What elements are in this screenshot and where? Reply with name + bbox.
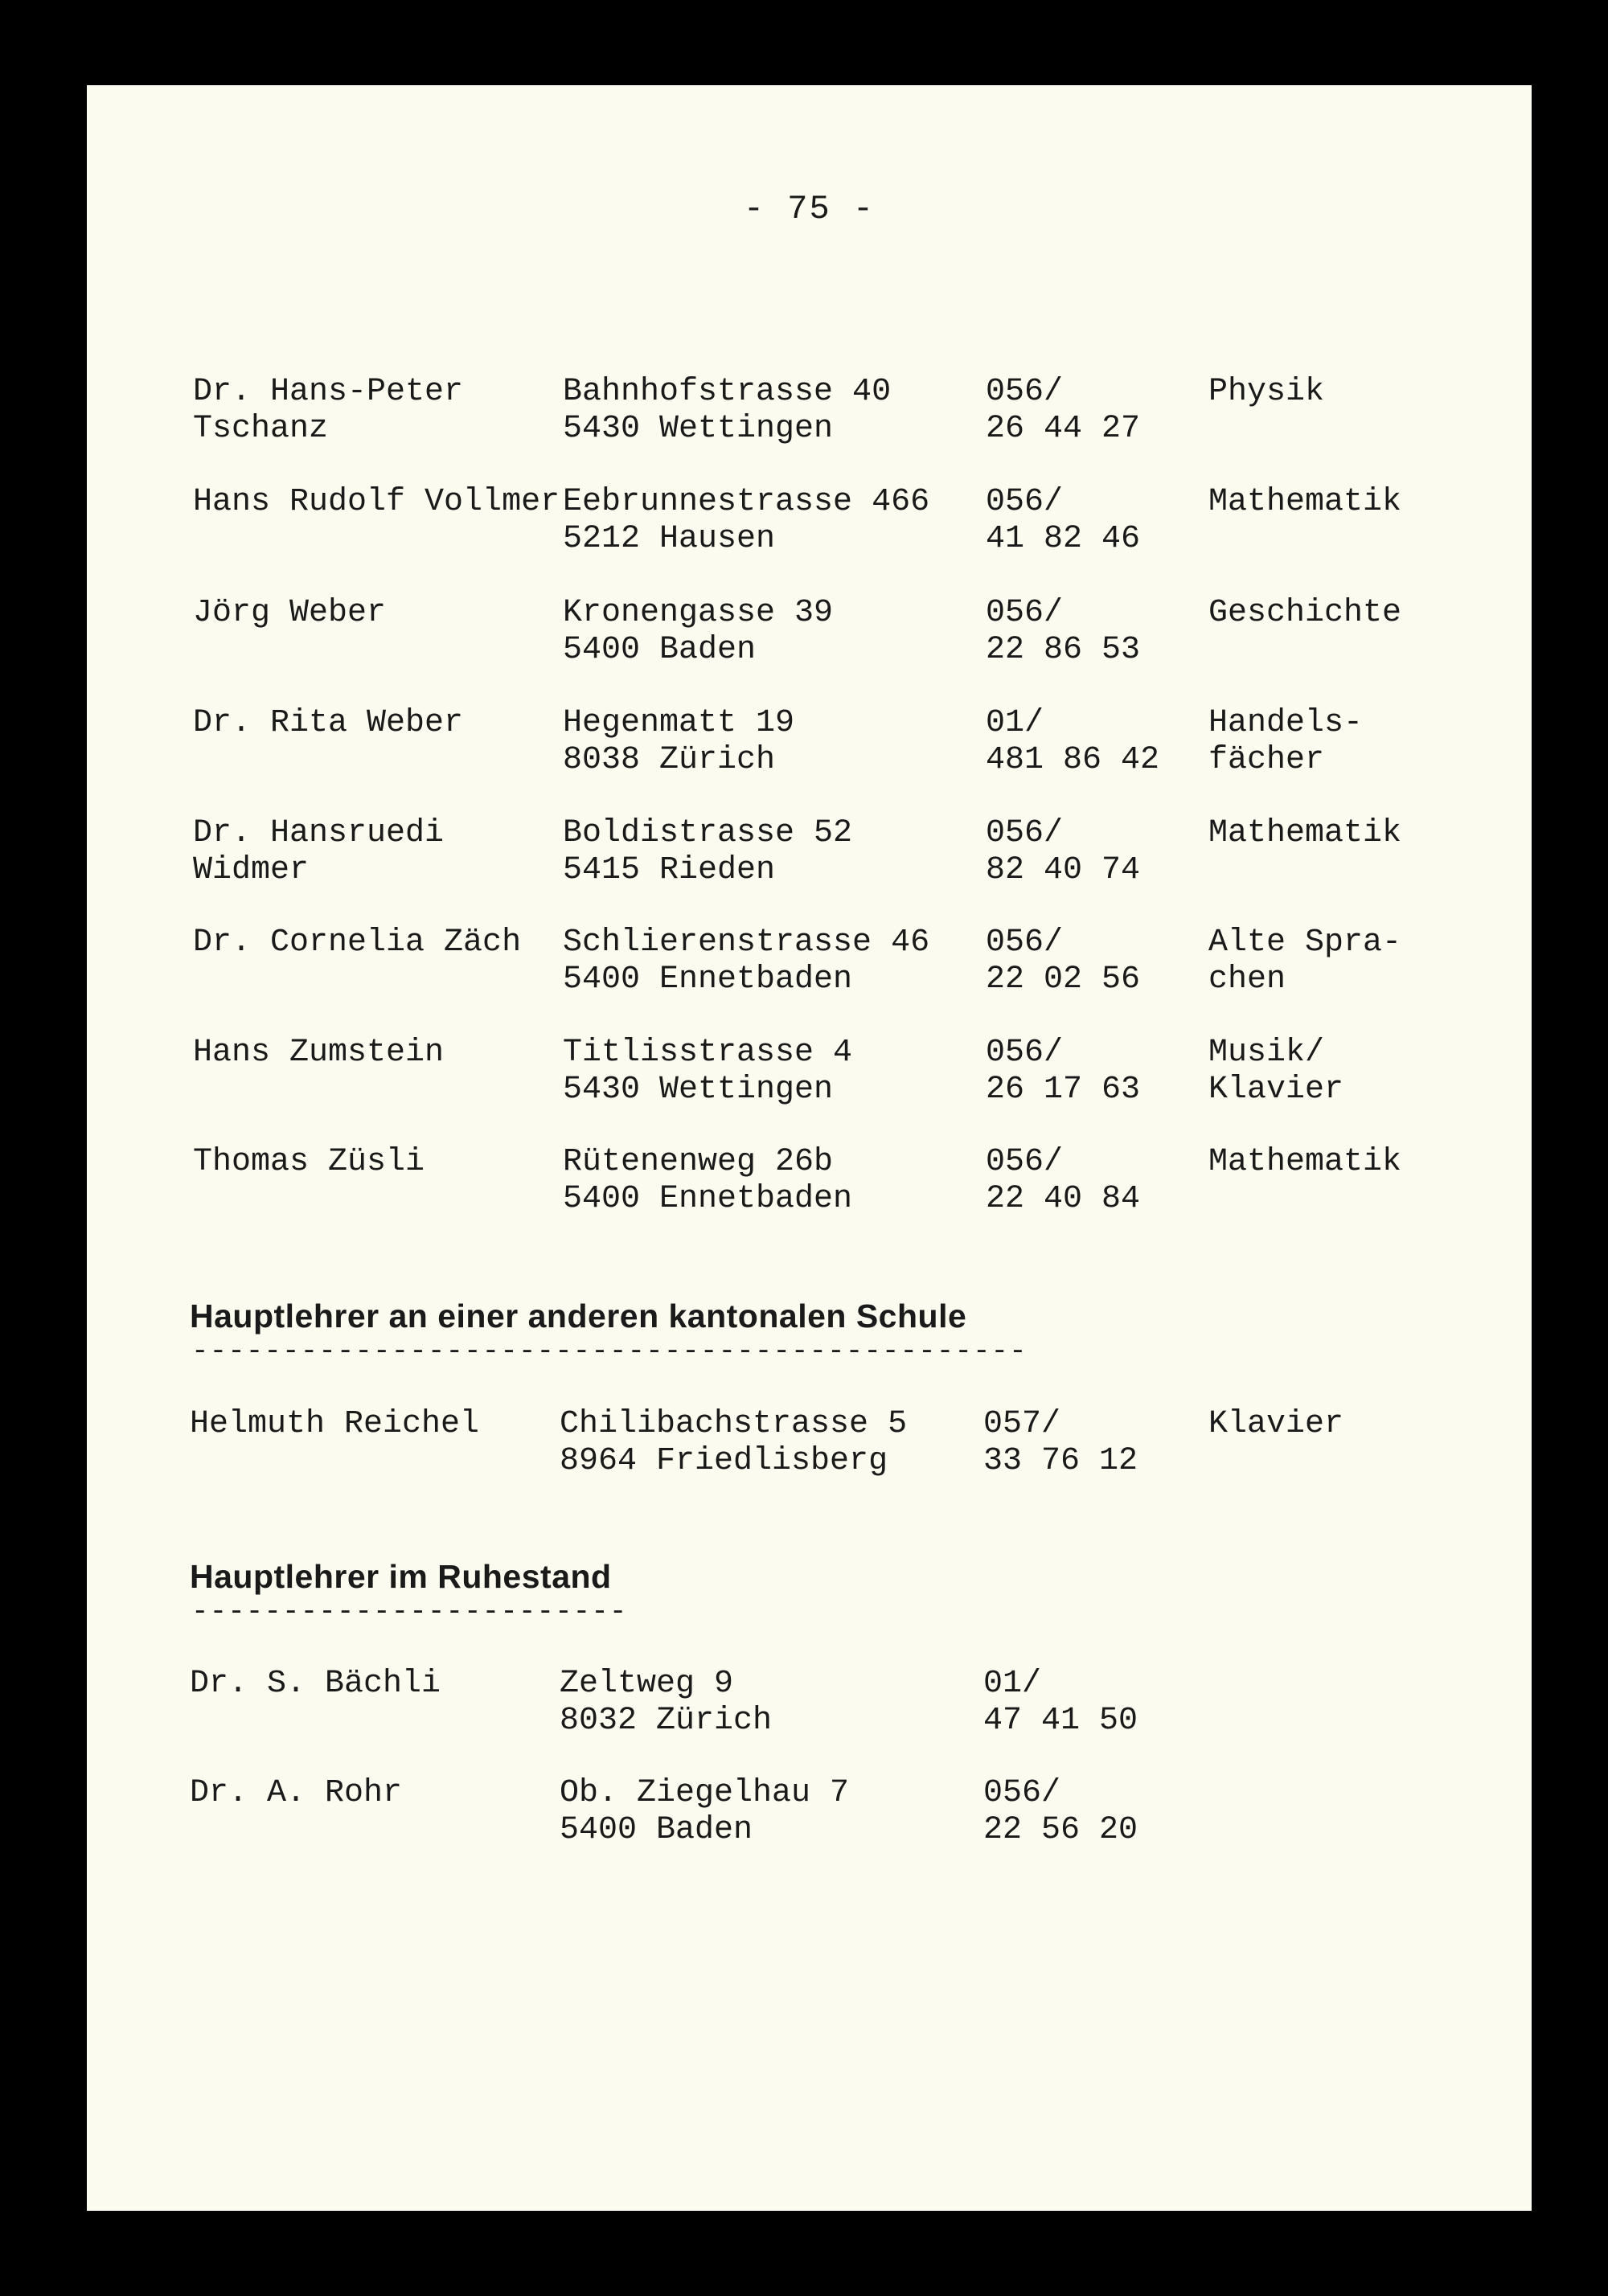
subject: Physik [1208, 374, 1325, 410]
phone-number: 056/ 22 02 56 [986, 925, 1141, 998]
address: Bahnhofstrasse 40 5430 Wettingen [563, 374, 892, 447]
person-name: Dr. Hansruedi Widmer [193, 815, 445, 888]
address: Schlierenstrasse 46 5400 Ennetbaden [563, 925, 930, 998]
section-heading-other-school: Hauptlehrer an einer anderen kantonalen Schule [190, 1298, 967, 1335]
address: Ob. Ziegelhau 7 5400 Baden [560, 1775, 850, 1848]
list-item [87, 705, 1532, 785]
subject: Handels- fächer [1208, 705, 1364, 778]
address: Boldistrasse 52 5415 Rieden [563, 815, 853, 888]
subject: Musik/ Klavier [1208, 1035, 1344, 1108]
list-item [87, 484, 1532, 564]
page-number: - 75 - [743, 190, 876, 228]
document-page [87, 85, 1532, 2211]
person-name: Dr. S. Bächli [190, 1666, 441, 1702]
phone-number: 056/ 26 44 27 [986, 374, 1141, 447]
address: Eebrunnestrasse 466 5212 Hausen [563, 484, 930, 557]
phone-number: 056/ 22 56 20 [983, 1775, 1138, 1848]
list-item [87, 1775, 1532, 1855]
address: Zeltweg 9 8032 Zürich [560, 1666, 773, 1739]
address: Kronengasse 39 5400 Baden [563, 595, 834, 668]
address: Titlisstrasse 4 5430 Wettingen [563, 1035, 853, 1108]
person-name: Dr. A. Rohr [190, 1775, 403, 1811]
list-item [87, 1144, 1532, 1224]
person-name: Hans Zumstein [193, 1035, 445, 1071]
list-item [87, 1035, 1532, 1115]
person-name: Dr. Rita Weber [193, 705, 464, 741]
subject: Mathematik [1208, 815, 1402, 851]
phone-number: 056/ 26 17 63 [986, 1035, 1141, 1108]
phone-number: 01/ 47 41 50 [983, 1666, 1138, 1739]
phone-number: 057/ 33 76 12 [983, 1406, 1138, 1479]
list-item [87, 374, 1532, 454]
phone-number: 01/ 481 86 42 [986, 705, 1160, 778]
person-name: Helmuth Reichel [190, 1406, 480, 1442]
subject: Mathematik [1208, 484, 1402, 520]
section-underline: ---------------------------------------------- [191, 1339, 1028, 1363]
list-item [87, 1406, 1532, 1486]
phone-number: 056/ 22 40 84 [986, 1144, 1141, 1217]
subject: Klavier [1208, 1406, 1344, 1442]
section-underline: ------------------------ [191, 1600, 628, 1624]
address: Rütenenweg 26b 5400 Ennetbaden [563, 1144, 853, 1217]
subject: Alte Spra- chen [1208, 925, 1402, 998]
list-item [87, 815, 1532, 896]
phone-number: 056/ 22 86 53 [986, 595, 1141, 668]
person-name: Hans Rudolf Vollmer [193, 484, 560, 520]
subject: Geschichte [1208, 595, 1402, 631]
phone-number: 056/ 41 82 46 [986, 484, 1141, 557]
list-item [87, 1666, 1532, 1746]
subject: Mathematik [1208, 1144, 1402, 1180]
person-name: Dr. Cornelia Zäch [193, 925, 522, 961]
list-item [87, 595, 1532, 675]
person-name: Jörg Weber [193, 595, 387, 631]
address: Hegenmatt 19 8038 Zürich [563, 705, 795, 778]
person-name: Dr. Hans-Peter Tschanz [193, 374, 464, 447]
person-name: Thomas Züsli [193, 1144, 425, 1180]
list-item [87, 925, 1532, 1005]
section-heading-retired: Hauptlehrer im Ruhestand [190, 1558, 612, 1595]
address: Chilibachstrasse 5 8964 Friedlisberg [560, 1406, 908, 1479]
phone-number: 056/ 82 40 74 [986, 815, 1141, 888]
